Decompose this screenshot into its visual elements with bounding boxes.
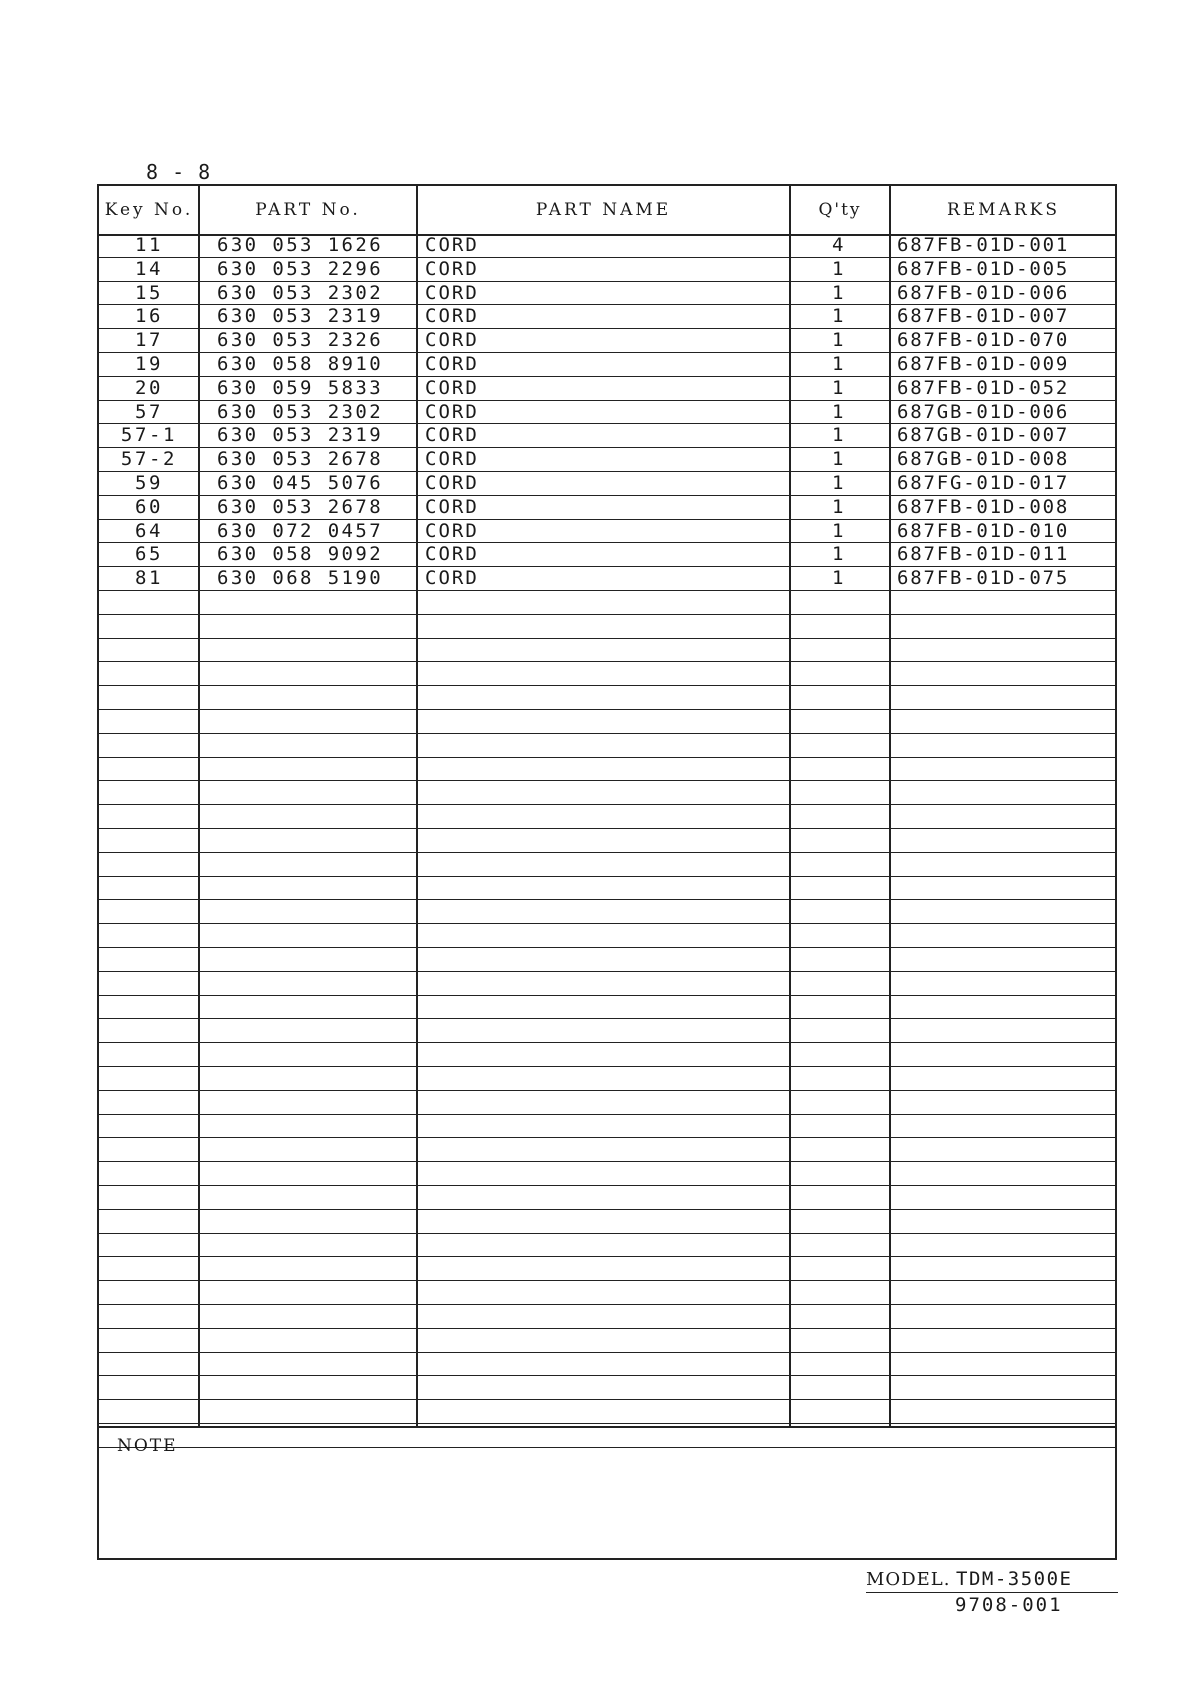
model-label: MODEL. bbox=[866, 1569, 951, 1590]
header-qty: Q'ty bbox=[818, 200, 862, 220]
part-no-cell: 630 045 5076 bbox=[217, 472, 384, 494]
table-row bbox=[99, 282, 1115, 306]
table-row bbox=[99, 734, 1115, 758]
qty-cell: 1 bbox=[831, 400, 847, 423]
qty-cell: 1 bbox=[831, 448, 847, 471]
table-row bbox=[99, 353, 1115, 377]
table-row bbox=[99, 972, 1115, 996]
qty-cell: 1 bbox=[831, 519, 847, 542]
qty-cell: 1 bbox=[831, 376, 847, 399]
table-row bbox=[99, 567, 1115, 591]
qty-cell: 1 bbox=[831, 305, 847, 328]
part-no-cell: 630 053 2678 bbox=[217, 495, 384, 518]
remarks-cell: 687FB-01D-008 bbox=[897, 495, 1070, 518]
remarks-cell: 687FB-01D-011 bbox=[897, 543, 1070, 566]
part-no-cell: 630 053 2319 bbox=[217, 305, 384, 328]
table-row bbox=[99, 758, 1115, 782]
remarks-cell: 687FB-01D-001 bbox=[897, 234, 1070, 256]
part-name-cell: CORD bbox=[425, 400, 479, 423]
key-cell: 64 bbox=[134, 519, 164, 542]
table-row bbox=[99, 329, 1115, 353]
key-cell: 57 bbox=[134, 400, 164, 423]
part-no-cell: 630 053 2296 bbox=[217, 257, 384, 280]
qty-cell: 1 bbox=[831, 495, 847, 518]
remarks-cell: 687FB-01D-075 bbox=[897, 567, 1070, 590]
part-name-cell: CORD bbox=[425, 329, 479, 352]
key-cell: 14 bbox=[134, 257, 164, 280]
part-name-cell: CORD bbox=[425, 543, 479, 566]
table-row bbox=[99, 996, 1115, 1020]
table-row bbox=[99, 520, 1115, 544]
table-row bbox=[99, 1162, 1115, 1186]
table-row bbox=[99, 258, 1115, 282]
part-no-cell: 630 053 2326 bbox=[217, 329, 384, 352]
table-row bbox=[99, 448, 1115, 472]
qty-cell: 1 bbox=[831, 329, 847, 352]
remarks-cell: 687FG-01D-017 bbox=[897, 472, 1070, 494]
part-name-cell: CORD bbox=[425, 376, 479, 399]
model-line bbox=[866, 1568, 1118, 1593]
part-name-cell: CORD bbox=[425, 519, 479, 542]
table-row bbox=[99, 805, 1115, 829]
header-part-name: PART NAME bbox=[535, 200, 672, 220]
part-no-cell: 630 053 1626 bbox=[217, 234, 384, 256]
key-cell: 57-1 bbox=[120, 424, 178, 447]
part-name-cell: CORD bbox=[425, 234, 479, 256]
page-number: 8 - 8 bbox=[146, 160, 212, 184]
table-row bbox=[99, 1067, 1115, 1091]
key-cell: 16 bbox=[134, 305, 164, 328]
header-remarks: REMARKS bbox=[946, 200, 1061, 220]
table-row bbox=[99, 1043, 1115, 1067]
key-cell: 57-2 bbox=[120, 448, 178, 471]
key-cell: 60 bbox=[134, 495, 164, 518]
qty-cell: 1 bbox=[831, 281, 847, 304]
table-row bbox=[99, 1400, 1115, 1424]
doc-code: 9708-001 bbox=[955, 1594, 1063, 1616]
table-row bbox=[99, 686, 1115, 710]
table-row bbox=[99, 662, 1115, 686]
table-row bbox=[99, 1353, 1115, 1377]
part-name-cell: CORD bbox=[425, 472, 479, 494]
qty-cell: 1 bbox=[831, 424, 847, 447]
part-no-cell: 630 058 8910 bbox=[217, 353, 384, 375]
table-row bbox=[99, 710, 1115, 734]
table-row bbox=[99, 853, 1115, 877]
part-name-cell: CORD bbox=[425, 495, 479, 518]
part-name-cell: CORD bbox=[425, 448, 479, 471]
header-key-no: Key No. bbox=[104, 200, 194, 220]
table-row bbox=[99, 1376, 1115, 1400]
table-row bbox=[99, 1210, 1115, 1234]
qty-cell: 4 bbox=[831, 234, 847, 256]
table-row bbox=[99, 424, 1115, 448]
remarks-cell: 687FB-01D-006 bbox=[897, 281, 1070, 304]
part-name-cell: CORD bbox=[425, 353, 479, 375]
part-no-cell: 630 053 2302 bbox=[217, 400, 384, 423]
table-row bbox=[99, 496, 1115, 520]
key-cell: 65 bbox=[134, 543, 164, 566]
table-row bbox=[99, 924, 1115, 948]
table-row bbox=[99, 591, 1115, 615]
remarks-cell: 687GB-01D-006 bbox=[897, 400, 1070, 423]
header-part-no: PART No. bbox=[255, 200, 361, 220]
key-cell: 17 bbox=[134, 329, 164, 352]
table-row bbox=[99, 1281, 1115, 1305]
key-cell: 20 bbox=[134, 376, 164, 399]
key-cell: 59 bbox=[134, 472, 164, 494]
qty-cell: 1 bbox=[831, 353, 847, 375]
key-cell: 81 bbox=[134, 567, 164, 590]
part-no-cell: 630 058 9092 bbox=[217, 543, 384, 566]
table-row bbox=[99, 948, 1115, 972]
table-row bbox=[99, 234, 1115, 258]
key-cell: 19 bbox=[134, 353, 164, 375]
part-no-cell: 630 053 2678 bbox=[217, 448, 384, 471]
remarks-cell: 687FB-01D-007 bbox=[897, 305, 1070, 328]
table-row bbox=[99, 1091, 1115, 1115]
table-row bbox=[99, 377, 1115, 401]
remarks-cell: 687FB-01D-005 bbox=[897, 257, 1070, 280]
table-row bbox=[99, 615, 1115, 639]
note-label: NOTE bbox=[117, 1436, 178, 1456]
table-row bbox=[99, 781, 1115, 805]
table-row bbox=[99, 472, 1115, 496]
remarks-cell: 687FB-01D-010 bbox=[897, 519, 1070, 542]
table-header bbox=[99, 186, 1115, 236]
table-row bbox=[99, 1257, 1115, 1281]
note-area bbox=[99, 1426, 1115, 1562]
table-row bbox=[99, 829, 1115, 853]
key-cell: 11 bbox=[134, 234, 164, 256]
table-row bbox=[99, 401, 1115, 425]
table-row bbox=[99, 1138, 1115, 1162]
table-row bbox=[99, 305, 1115, 329]
part-name-cell: CORD bbox=[425, 305, 479, 328]
part-name-cell: CORD bbox=[425, 281, 479, 304]
part-no-cell: 630 072 0457 bbox=[217, 519, 384, 542]
part-no-cell: 630 059 5833 bbox=[217, 376, 384, 399]
remarks-cell: 687GB-01D-007 bbox=[897, 424, 1070, 447]
qty-cell: 1 bbox=[831, 543, 847, 566]
part-name-cell: CORD bbox=[425, 257, 479, 280]
part-no-cell: 630 068 5190 bbox=[217, 567, 384, 590]
table-row bbox=[99, 1234, 1115, 1258]
model-value: TDM-3500E bbox=[956, 1568, 1073, 1590]
part-no-cell: 630 053 2319 bbox=[217, 424, 384, 447]
table-row bbox=[99, 1305, 1115, 1329]
table-row bbox=[99, 900, 1115, 924]
table-row bbox=[99, 639, 1115, 663]
remarks-cell: 687FB-01D-070 bbox=[897, 329, 1070, 352]
part-name-cell: CORD bbox=[425, 567, 479, 590]
qty-cell: 1 bbox=[831, 472, 847, 494]
table-row bbox=[99, 543, 1115, 567]
remarks-cell: 687GB-01D-008 bbox=[897, 448, 1070, 471]
qty-cell: 1 bbox=[831, 257, 847, 280]
table-row bbox=[99, 1186, 1115, 1210]
qty-cell: 1 bbox=[831, 567, 847, 590]
key-cell: 15 bbox=[134, 281, 164, 304]
remarks-cell: 687FB-01D-009 bbox=[897, 353, 1070, 375]
remarks-cell: 687FB-01D-052 bbox=[897, 376, 1070, 399]
table-row bbox=[99, 1019, 1115, 1043]
table-row bbox=[99, 1115, 1115, 1139]
table-row bbox=[99, 1329, 1115, 1353]
part-no-cell: 630 053 2302 bbox=[217, 281, 384, 304]
parts-list-table bbox=[97, 184, 1117, 1560]
table-row bbox=[99, 877, 1115, 901]
part-name-cell: CORD bbox=[425, 424, 479, 447]
